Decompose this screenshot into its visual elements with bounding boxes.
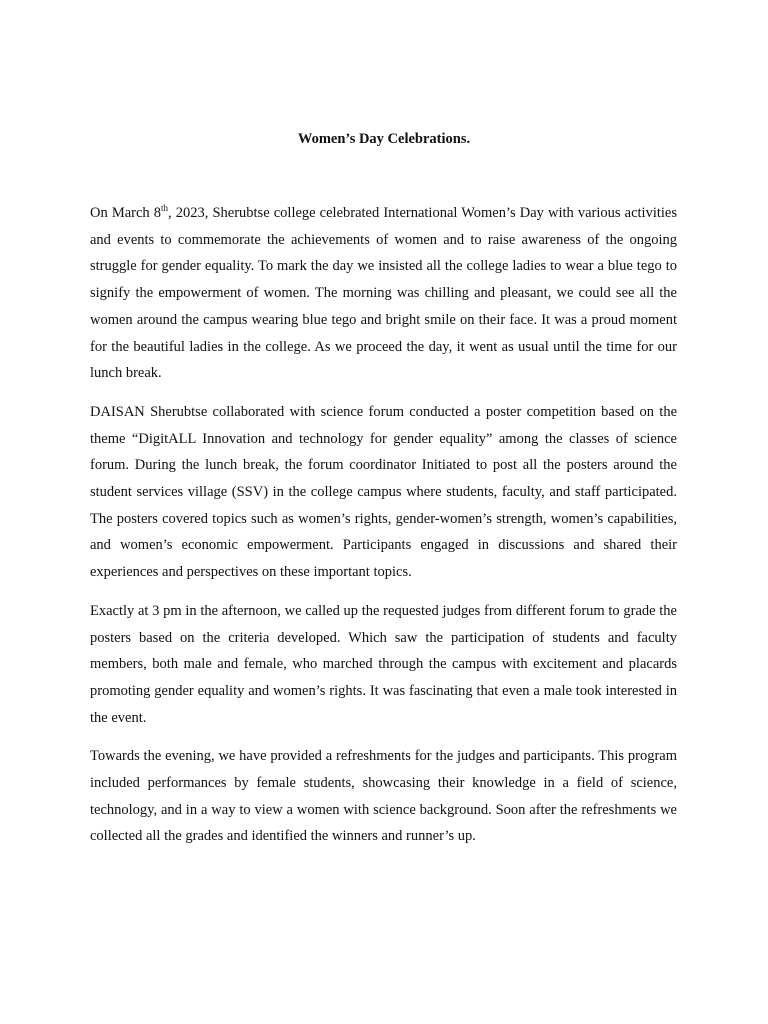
document-body xyxy=(90,200,677,862)
paragraph-1 xyxy=(90,200,677,387)
paragraph-1-text: , 2023, Sherubtse college celebrated International Women’s Day with various activities and events to commemorate the achievements of women and to raise awareness of the ongoing struggle for gender equality. To mark the day we insisted all the college ladies to wear a blue tego to signify the empowerment of women. The morning was chilling and pleasant, we could see all the women around the campus wearing blue tego and bright smile on their face. It was a proud moment for the beautiful ladies in the college. As we proceed the day, it went as usual until the time for our lunch break. xyxy=(90,205,677,382)
date-superscript: th xyxy=(161,203,169,213)
paragraph-3: Exactly at 3 pm in the afternoon, we called up the requested judges from different forum to grade the posters based on the criteria developed. Which saw the participation of students and faculty members, both male and female, who marched through the campus with excitement and placards promoting gender equality and women’s rights. It was fascinating that even a male took interested in the event. xyxy=(90,602,677,726)
paragraph-4: Towards the evening, we have provided a refreshments for the judges and participants. This program included performances by female students, showcasing their knowledge in a field of science, technology, and in a way to view a women with science background. Soon after the refreshments we collected all the grades and identified the winners and runner’s up. xyxy=(90,748,677,845)
paragraph-1-date-prefix: On March 8 xyxy=(90,205,161,221)
paragraph-2: DAISAN Sherubtse collaborated with science forum conducted a poster competition based on the theme “DigitALL Innovation and technology for gender equality” among the classes of science forum. During the lunch break, the forum coordinator Initiated to post all the posters around the student services village (SSV) in the college campus where students, faculty, and staff participated. The posters covered topics such as women’s rights, gender-women’s strength, women’s capabilities, and women’s economic empowerment. Participants engaged in discussions and shared their experiences and perspectives on these important topics. xyxy=(90,403,677,581)
document-title: Women’s Day Celebrations. xyxy=(297,131,471,147)
